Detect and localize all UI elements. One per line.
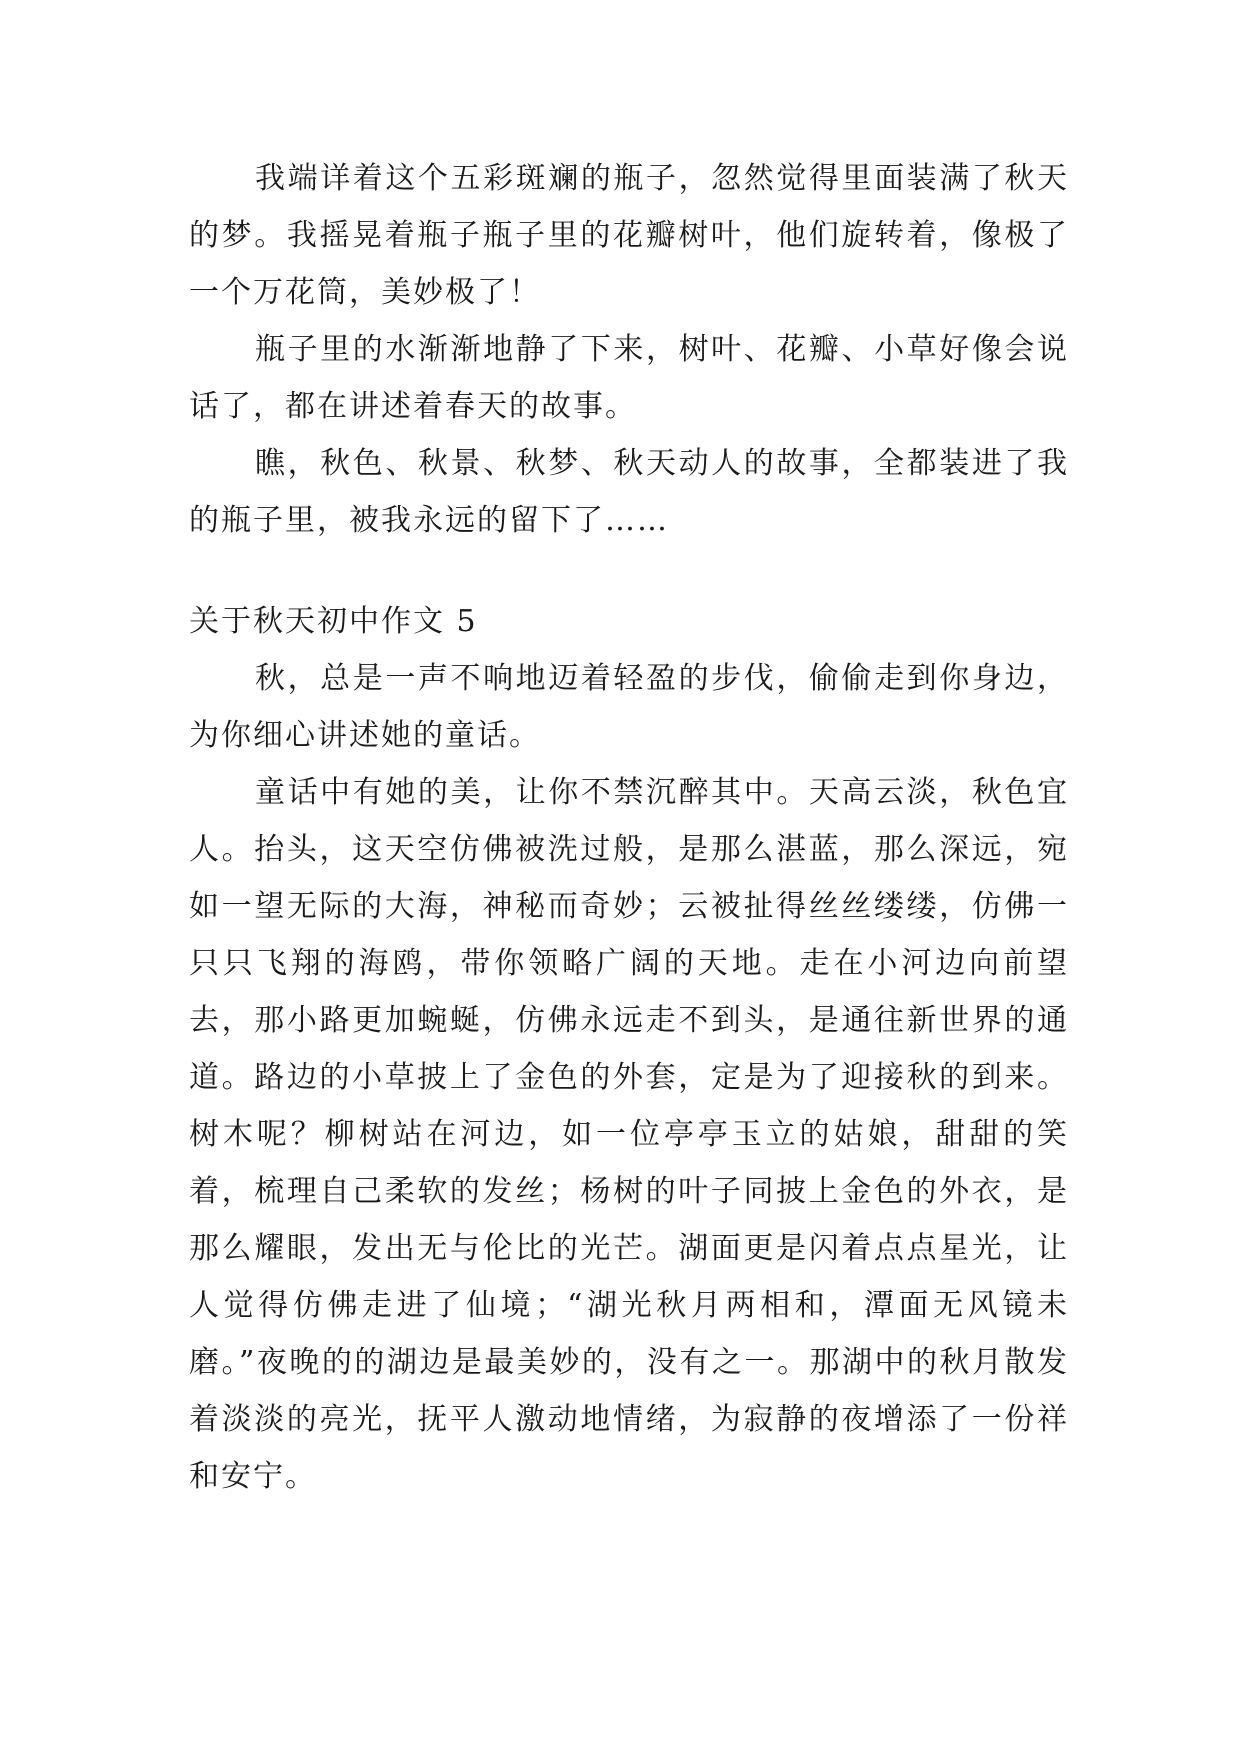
paragraph-autumn-intro: 秋，总是一声不响地迈着轻盈的步伐，偷偷走到你身边，为你细心讲述她的童话。 [189,661,1069,753]
paragraph-autumn-scenery: 童话中有她的美，让你不禁沉醉其中。天高云淡，秋色宜人。抬头，这天空仿佛被洗过般，是那么湛蓝，那么深远，宛如一望无际的大海，神秘而奇妙；云被扯得丝丝缕缕，仿佛一只只飞翔的海鸥，带你领略广阔的天地。走在小河边向前望去，那小路更加蜿蜒，仿佛永远走不到头，是通往新世界的通道。路边的小草披上了金色的外套，定是为了迎接秋的到来。树木呢？柳树站在河边，如一位亭亭玉立的姑娘，甜甜的笑着，梳理自己柔软的发丝；杨树的叶子同披上金色的外衣，是那么耀眼，发出无与伦比的光芒。湖面更是闪着点点星光，让人觉得仿佛走进了仙境；“湖光秋月两相和，潭面无风镜未磨。”夜晚的的湖边是最美妙的，没有之一。那湖中的秋月散发着淡淡的亮光，抚平人激动地情绪，为寂静的夜增添了一份祥和安宁。 [189,775,1069,1494]
paragraph-bottle-water: 瓶子里的水渐渐地静了下来，树叶、花瓣、小草好像会说话了，都在讲述着春天的故事。 [189,332,1069,424]
document-body [189,150,1069,1505]
section-title: 关于秋天初中作文 5 [189,604,478,639]
paragraph-bottle-dream: 我端详着这个五彩斑斓的瓶子，忽然觉得里面装满了秋天的梦。我摇晃着瓶子瓶子里的花瓣树叶，他们旋转着，像极了一个万花筒，美妙极了！ [189,161,1069,310]
paragraph-bottle-keep: 瞧，秋色、秋景、秋梦、秋天动人的故事，全都装进了我的瓶子里，被我永远的留下了…… [189,446,1069,538]
